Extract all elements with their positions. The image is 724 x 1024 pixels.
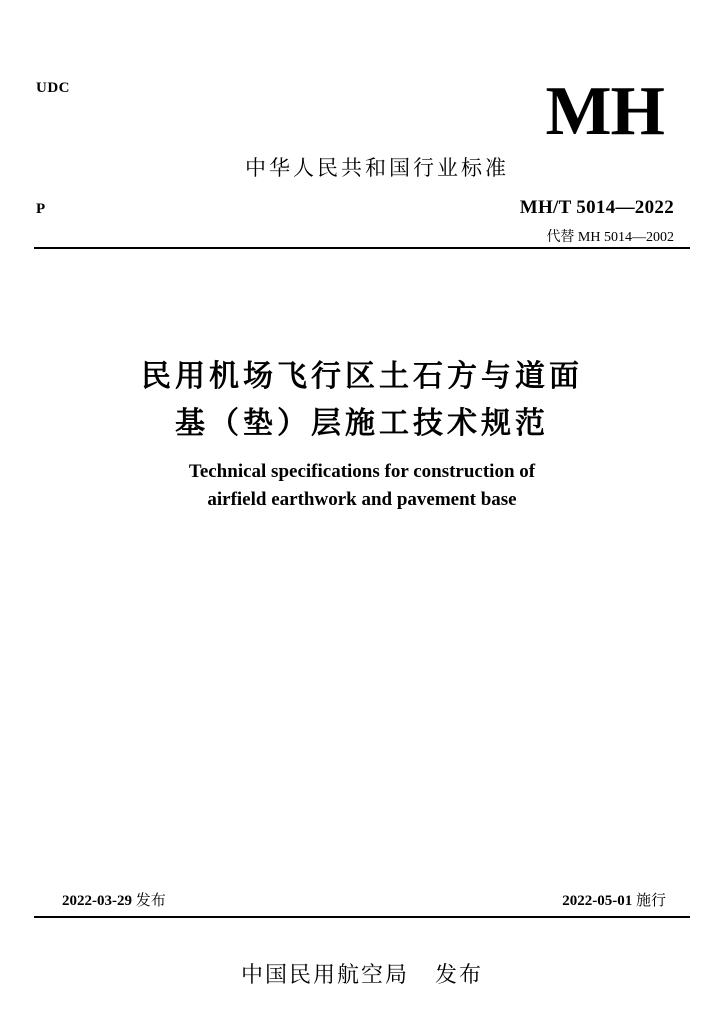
implement-date: 2022-05-01 xyxy=(562,893,633,909)
udc-label: UDC xyxy=(36,80,70,96)
title-english-line-2: airfield earthwork and pavement base xyxy=(207,489,517,510)
top-divider xyxy=(34,247,690,249)
issue-date-block xyxy=(62,889,166,910)
implement-date-block xyxy=(562,889,666,910)
implement-label: 施行 xyxy=(635,891,666,909)
issue-date: 2022-03-29 xyxy=(62,893,132,909)
title-chinese-line-2: 基（垫）层施工技术规范 xyxy=(175,406,549,441)
publisher-name: 中国民用航空局 xyxy=(240,963,409,988)
industry-mark: MH xyxy=(545,73,664,150)
publisher-line xyxy=(0,958,724,989)
title-english-line-1: Technical specifications for construction of xyxy=(188,461,536,482)
replaces-standard: 代替 MH 5014—2002 xyxy=(546,230,674,245)
standard-type: 中华人民共和国行业标准 xyxy=(245,156,509,180)
title-chinese-line-1: 民用机场飞行区土石方与道面 xyxy=(141,359,583,394)
publish-label: 发布 xyxy=(435,963,484,988)
bottom-divider xyxy=(34,916,690,918)
classification-code: P xyxy=(36,201,46,217)
issue-label: 发布 xyxy=(135,891,166,909)
standard-number: MH/T 5014—2022 xyxy=(519,197,674,218)
